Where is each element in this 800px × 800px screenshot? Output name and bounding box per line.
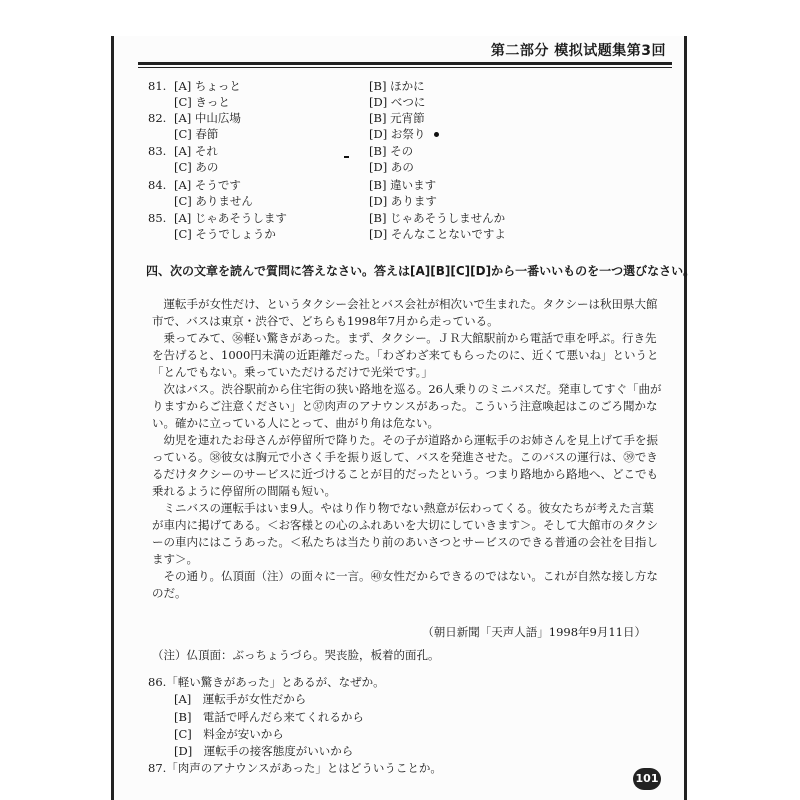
question-87-stem: 87.「肉声のアナウンスがあった」とはどういうことか。 xyxy=(148,761,442,776)
question-83-a: 83. [A] それ xyxy=(148,144,218,158)
question-86-option-c: [C] 料金が安いから xyxy=(174,726,284,741)
passage-paragraph-4: 幼児を連れたお母さんが停留所で降りた。その子が道路から運転手のお姉さんを見上げて手を振っている。㊳彼女は胸元で小さく手を振り返して、バスを発進させた。このバスの運行は、㊴できるだけタクシーのサービスに近づけることが目的だったという。つまり路地から路地へ、どこでも乗れるように停留所の間隔も短い。 xyxy=(152,433,658,498)
question-86-option-a: [A] 運転手が女性だから xyxy=(174,692,307,707)
question-83-b: [B] その xyxy=(369,144,414,158)
question-81-d: [D] べつに xyxy=(369,95,426,109)
question-86-stem: 86.「軽い驚きがあった」とあるが、なぜか。 xyxy=(148,675,385,689)
passage-paragraph-3: 次はバス。渋谷駅前から住宅街の狭い路地を巡る。26人乗りのミニバスだ。発車してすぐ「曲がりますからご注意ください」と㊲肉声のアナウンスがあった。こういう注意喚起はこのごろ聞かない。確かに立っている人にとって、曲がり角は危ない。 xyxy=(152,382,662,430)
question-82-d: [D] お祭り xyxy=(369,127,426,141)
question-86-option-d: [D] 運転手の接客態度がいいから xyxy=(174,744,354,759)
question-86-option-b: [B] 電話で呼んだら来てくれるから xyxy=(174,709,364,724)
question-82-b: [B] 元宵節 xyxy=(369,111,425,125)
passage-paragraph-1: 運転手が女性だけ、というタクシー会社とバス会社が相次いで生まれた。タクシーは秋田県大館市で、バスは東京・渋谷で、どちらも1998年7月から走っている。 xyxy=(152,297,658,328)
question-82-a: 82. [A] 中山広場 xyxy=(148,111,241,125)
question-81-c: [C] きっと xyxy=(174,95,230,109)
question-84-c: [C] ありません xyxy=(174,194,253,208)
passage-paragraph-5: ミニバスの運転手はいま9人。やはり作り物でない熱意が伝わってくる。彼女たちが考えた言葉が車内に掲げてある。＜お客様との心のふれあいを大切にしていきます＞。そして大館市のタクシーの車内にはこうあった。＜私たちは当たり前のあいさつとサービスのできる普通の会社を目指します＞。 xyxy=(152,501,658,566)
page-header: 第二部分 模拟试题集第3回 xyxy=(490,43,666,59)
page-number-badge: 101 xyxy=(633,768,661,790)
question-85-a: 85. [A] じゃあそうします xyxy=(148,211,287,225)
reading-passage xyxy=(152,296,662,602)
footnote: （注）仏頂面：ぶっちょうづら。哭丧脸，板着的面孔。 xyxy=(152,648,440,662)
question-85-d: [D] そんなことないですよ xyxy=(369,227,506,241)
question-85-c: [C] そうでしょうか xyxy=(174,227,276,241)
ink-mark xyxy=(344,156,349,158)
document-page xyxy=(111,36,696,800)
question-84-a: 84. [A] そうです xyxy=(148,178,241,192)
passage-paragraph-6: その通り。仏頂面（注）の面々に一言。㊵女性だからできるのではない。これが自然な接し方なのだ。 xyxy=(152,569,658,600)
question-81-b: [B] ほかに xyxy=(369,79,425,93)
question-83-c: [C] あの xyxy=(174,160,219,174)
section-title: 四、次の文章を読んで質問に答えなさい。答えは[A][B][C][D]から一番いいものを一つ選びなさい。 xyxy=(146,264,696,278)
question-83-d: [D] あの xyxy=(369,160,414,174)
header-rule-thin xyxy=(138,67,672,68)
question-82-c: [C] 春節 xyxy=(174,127,219,141)
ink-dot xyxy=(434,132,439,137)
passage-paragraph-2: 乗ってみて、㊱軽い驚きがあった。まず、タクシー。ＪＲ大館駅前から電話で車を呼ぶ。行き先を告げると、1000円未満の近距離だった。「わざわざ来てもらったのに、近くて悪いね」というと「とんでもない。乗っていただけるだけで光栄です。」 xyxy=(152,331,659,379)
question-84-d: [D] あります xyxy=(369,194,437,208)
question-85-b: [B] じゃあそうしませんか xyxy=(369,211,506,225)
question-81-a: 81. [A] ちょっと xyxy=(148,79,241,93)
header-rule xyxy=(138,62,672,65)
question-86 xyxy=(148,674,442,778)
question-84-b: [B] 違います xyxy=(369,178,437,192)
citation: （朝日新聞「天声人語」1998年9月11日） xyxy=(422,625,646,639)
